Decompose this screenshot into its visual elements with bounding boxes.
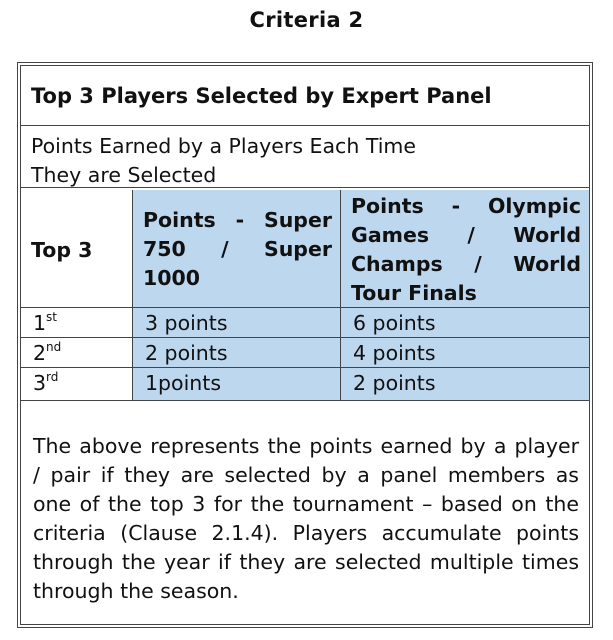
criteria-table-frame — [17, 62, 593, 628]
criteria-table — [20, 65, 590, 625]
header-rank-cell — [21, 190, 132, 308]
table-row-rank — [21, 338, 132, 368]
super-points: 2 points — [145, 341, 228, 365]
table-row-super — [132, 338, 340, 368]
table-row-olympic — [340, 368, 589, 400]
olympic-points: 4 points — [353, 341, 436, 365]
rank-number: 3 — [33, 371, 47, 395]
table-row-olympic — [340, 308, 589, 338]
header-rank-label: Top 3 — [31, 238, 93, 262]
rank-suffix: rd — [46, 370, 59, 384]
olympic-points: 6 points — [353, 311, 436, 335]
rank-number: 1 — [33, 311, 47, 335]
header-super-cell — [132, 190, 340, 308]
rank-number: 2 — [33, 341, 47, 365]
table-row-olympic — [340, 338, 589, 368]
super-points: 1points — [145, 371, 222, 395]
points-caption-line-1: Points Earned by a Players Each Time — [31, 134, 417, 158]
rank-suffix: st — [46, 310, 58, 324]
super-points: 3 points — [145, 311, 228, 335]
rank-suffix: nd — [46, 340, 62, 354]
points-caption-line-2: They are Selected — [31, 163, 217, 187]
explanation-paragraph: The above represents the points earned by a player / pair if they are selected by a panel members as one of the top 3 for the tournament – based on the criteria (Clause 2.1.4). Players accumulate points through the year if they are selected multiple times through the season. — [33, 434, 579, 603]
table-heading: Top 3 Players Selected by Expert Panel — [21, 66, 589, 126]
points-caption — [21, 128, 589, 188]
table-row-super — [132, 308, 340, 338]
header-olympic-cell — [340, 190, 589, 308]
header-olympic-label: Points - Olympic Games / World Champs / World Tour Finals — [351, 194, 581, 305]
table-row-rank — [21, 308, 132, 338]
table-row-rank — [21, 368, 132, 400]
page-title: Criteria 2 — [249, 8, 364, 32]
olympic-points: 2 points — [353, 371, 436, 395]
table-row-super — [132, 368, 340, 400]
points-grid — [21, 190, 589, 401]
header-super-label: Points - Super 750 / Super 1000 — [143, 208, 332, 290]
